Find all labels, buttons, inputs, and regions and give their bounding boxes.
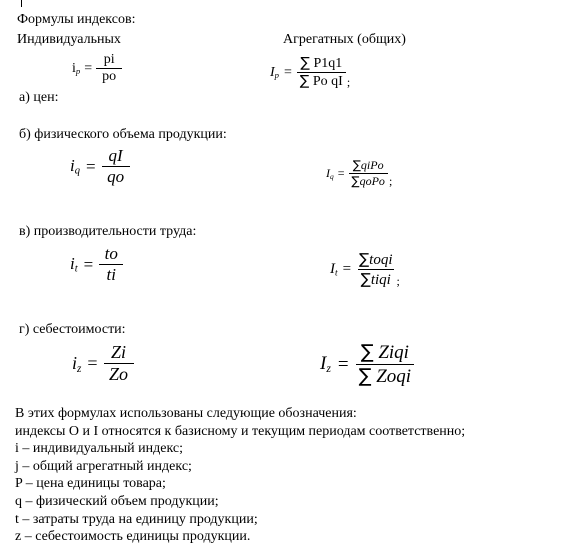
formula-lhs: $i_z$ (72, 352, 82, 375)
formula-lhs: $I_z$ (320, 353, 331, 375)
volume-aggregate-fraction: $\frac{\text{∑qiPo}}{\text{∑qoPo}}$ (349, 158, 388, 189)
aggregate-heading: Агрегатных (общих) (283, 32, 406, 47)
price-aggregate-formula: $I_p$ = $\frac{\sum P1q1}{\text{∑ Po qI}}$ ; (270, 55, 351, 89)
formula-lhs: $I_t$ (330, 260, 338, 279)
price-aggregate-fraction: $\frac{\sum P1q1}{\text{∑ Po qI}}$ (297, 55, 346, 90)
notes-line: индексы О и I относятся к базисному и текущим периодам соответственно; (15, 423, 466, 439)
notes-intro: В этих формулах использованы следующие обозначения: (15, 406, 357, 421)
volume-aggregate-formula: $I_q$ = $\frac{\text{∑qiPo}}{\text{∑qoPo}}$ ; (326, 158, 393, 188)
section-v-label: в) производительности труда: (19, 224, 197, 239)
labor-individual-formula: $i_t$ = $\frac{to}{ti}$ (70, 244, 123, 285)
formula-lhs: $i_q$ (70, 156, 80, 177)
formula-lhs: $i_p$ (72, 60, 81, 76)
volume-individual-formula: $i_q$ = $\frac{qI}{qo}$ (70, 146, 130, 187)
notes-line: j – общий агрегатный индекс; (15, 458, 192, 474)
individual-heading: Индивидуальных (17, 32, 121, 47)
price-individual-formula: $i_p$ = $\frac{pi}{po}$ (72, 52, 122, 85)
cost-aggregate-formula: $I_z$ = $\frac{\text{∑ Ziqi}}{\text{∑ Zoqi}}$ (320, 341, 414, 388)
notes-line: q – физический объем продукции; (15, 493, 219, 509)
labor-individual-fraction: $\frac{to}{ti}$ (99, 244, 123, 285)
section-b-label: б) физического объема продукции: (19, 127, 227, 142)
cost-aggregate-fraction: $\frac{\text{∑ Ziqi}}{\text{∑ Zoqi}}$ (356, 341, 414, 388)
cost-individual-fraction: $\frac{Zi}{Zo}$ (104, 342, 134, 385)
notes-line: P – цена единицы товара; (15, 476, 166, 492)
price-individual-fraction: $\frac{pi}{po}$ (96, 52, 122, 85)
section-a-label: а) цен: (19, 90, 59, 105)
formula-lhs: $I_q$ (326, 166, 334, 181)
text-cursor (21, 0, 22, 7)
notation-notes (15, 405, 465, 546)
formula-lhs: $I_p$ (270, 64, 280, 80)
notes-line: t – затраты труда на единицу продукции; (15, 511, 258, 527)
volume-individual-fraction: $\frac{qI}{qo}$ (102, 146, 130, 187)
cost-individual-formula: $i_z$ = $\frac{Zi}{Zo}$ (72, 342, 134, 385)
labor-aggregate-fraction: $\frac{\text{∑toqi}}{\text{∑tiqi}}$ (359, 250, 393, 288)
notes-line: i – индивидуальный индекс; (15, 441, 184, 457)
labor-aggregate-formula: $I_t$ = $\frac{\text{∑toqi}}{\text{∑tiqi}}$ ; (330, 250, 400, 288)
section-g-label: г) себестоимости: (19, 322, 126, 337)
formula-lhs: $i_t$ (70, 254, 78, 275)
notes-line: z – себестоимость единицы продукции. (15, 529, 251, 545)
formulas-title: Формулы индексов: (17, 12, 136, 27)
